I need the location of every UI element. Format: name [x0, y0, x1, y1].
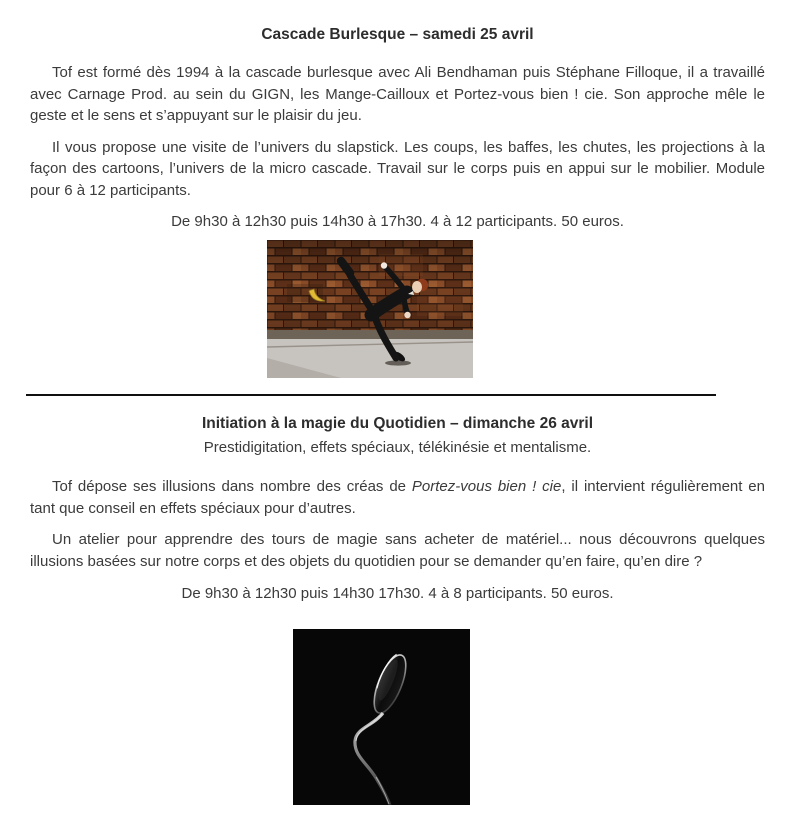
- section-divider: [26, 394, 716, 396]
- section2-paragraph-2: Un atelier pour apprendre des tours de magie sans acheter de matériel... nous découvrons quelques illusions basées sur notre corps et des objets du quotidien pour se demander qu’en faire, qu’en dire ?: [30, 531, 765, 570]
- section2-subtitle: Prestidigitation, effets spéciaux, télékinésie et mentalisme.: [203, 438, 592, 456]
- section1-paragraph-2: Il vous propose une visite de l’univers du slapstick. Les coups, les baffes, les chutes, les projections à la façon des cartoons, l’univers de la micro cascade. Travail sur le corps puis en appui sur le mobilier. Module pour 6 à 12 participants.: [30, 138, 765, 199]
- section2-schedule: De 9h30 à 12h30 puis 14h30 17h30. 4 à 8 participants. 50 euros.: [181, 585, 614, 602]
- company-name-italic: Portez-vous bien ! cie: [411, 478, 562, 495]
- pavement: [267, 330, 473, 378]
- section2-paragraph-1: [30, 476, 765, 519]
- section2-title: Initiation à la magie du Quotidien – dimanche 26 avril: [201, 414, 594, 432]
- section1-paragraph-1: Tof est formé dès 1994 à la cascade burlesque avec Ali Bendhaman puis Stéphane Filloque, il a travaillé avec Carnage Prod. au sein du GIGN, les Mange-Cailloux et Portez-vous bien ! cie. Son approche mêle le geste et le sens et s’appuyant sur le plaisir du jeu.: [30, 64, 765, 124]
- paragraph-text: , il intervient régulièrement en tant que conseil en effets spéciaux pour d’autres.: [30, 478, 765, 517]
- bent-spoon-photo: [293, 629, 795, 805]
- section1-schedule: De 9h30 à 12h30 puis 14h30 à 17h30. 4 à 12 participants. 50 euros.: [171, 213, 624, 230]
- paragraph-text: Tof dépose ses illusions dans nombre des créas de: [52, 478, 412, 495]
- banana-slip-photo: [267, 240, 795, 378]
- section1-title: Cascade Burlesque – samedi 25 avril: [261, 26, 534, 43]
